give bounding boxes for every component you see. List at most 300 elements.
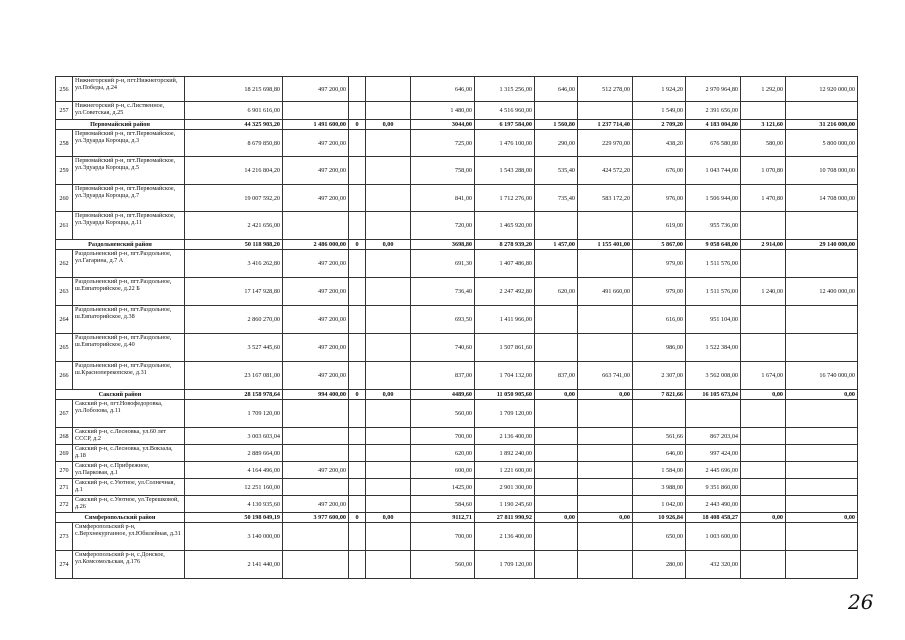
value-cell: 12 251 160,00 (185, 479, 283, 496)
value-cell (786, 445, 858, 462)
value-cell: 7 821,66 (633, 390, 686, 400)
value-cell (366, 250, 411, 278)
value-cell (366, 462, 411, 479)
value-cell: 4 164 496,00 (185, 462, 283, 479)
value-cell: 867 203,04 (686, 428, 741, 445)
district-subtotal-row (56, 513, 858, 523)
value-cell (786, 551, 858, 579)
address-cell: Нижнегорский р-н, с.Лиственное, ул.Советская, д.25 (73, 102, 185, 120)
value-cell: 955 736,00 (686, 212, 741, 240)
table-row (56, 185, 858, 212)
value-cell: 994 400,00 (283, 390, 349, 400)
value-cell: 497 200,00 (283, 130, 349, 157)
value-cell (786, 496, 858, 513)
value-cell: 584,60 (411, 496, 475, 513)
value-cell (283, 551, 349, 579)
value-cell: 2 141 440,00 (185, 551, 283, 579)
value-cell: 2 901 300,00 (475, 479, 535, 496)
value-cell: 837,00 (535, 362, 578, 390)
value-cell (366, 523, 411, 551)
value-cell (349, 551, 366, 579)
value-cell: 28 158 978,64 (185, 390, 283, 400)
value-cell (349, 157, 366, 185)
value-cell (578, 496, 633, 513)
value-cell (535, 334, 578, 362)
value-cell: 663 741,00 (578, 362, 633, 390)
value-cell (366, 185, 411, 212)
address-cell: Нижнегорский р-н, пгт.Нижнегорский, ул.Победы, д.24 (73, 77, 185, 102)
value-cell: 693,50 (411, 306, 475, 334)
value-cell (786, 212, 858, 240)
value-cell: 12 920 000,00 (786, 77, 858, 102)
value-cell: 1 457,00 (535, 240, 578, 250)
value-cell: 740,60 (411, 334, 475, 362)
value-cell: 1 511 576,00 (686, 278, 741, 306)
value-cell (349, 496, 366, 513)
value-cell: 497 200,00 (283, 278, 349, 306)
value-cell: 50 118 988,20 (185, 240, 283, 250)
value-cell: 1 892 240,00 (475, 445, 535, 462)
table-row (56, 157, 858, 185)
row-number: 272 (56, 496, 73, 513)
value-cell: 979,00 (633, 250, 686, 278)
row-number: 266 (56, 362, 73, 390)
value-cell: 438,20 (633, 130, 686, 157)
address-cell: Сакский р-н, с.Прибрежное, ул.Парковая, д.1 (73, 462, 185, 479)
address-cell: Первомайский р-н, пгт.Первомайское, ул.Эдуарда Короцца, д.5 (73, 157, 185, 185)
value-cell (578, 250, 633, 278)
value-cell: 1 043 744,00 (686, 157, 741, 185)
value-cell: 1 070,80 (741, 157, 786, 185)
value-cell: 9 058 648,00 (686, 240, 741, 250)
value-cell (366, 496, 411, 513)
value-cell: 0,00 (366, 120, 411, 130)
value-cell: 290,00 (535, 130, 578, 157)
value-cell (366, 362, 411, 390)
value-cell: 1 407 486,80 (475, 250, 535, 278)
value-cell: 8 278 939,20 (475, 240, 535, 250)
value-cell: 0,00 (786, 390, 858, 400)
value-cell: 600,00 (411, 462, 475, 479)
value-cell: 725,00 (411, 130, 475, 157)
value-cell (786, 306, 858, 334)
value-cell (283, 400, 349, 428)
value-cell: 29 140 000,00 (786, 240, 858, 250)
value-cell (741, 212, 786, 240)
table-row (56, 428, 858, 445)
value-cell (283, 479, 349, 496)
address-cell: Сакский р-н, с.Уютное, ул.Терешковой, д.26 (73, 496, 185, 513)
value-cell: 1 549,00 (633, 102, 686, 120)
value-cell: 2 970 964,80 (686, 77, 741, 102)
address-cell: Симферопольский р-н, с.Донское, ул.Комсомольская, д.176 (73, 551, 185, 579)
value-cell (741, 250, 786, 278)
value-cell: 2 421 656,00 (185, 212, 283, 240)
value-cell (786, 400, 858, 428)
value-cell: 616,00 (633, 306, 686, 334)
value-cell: 0,00 (366, 240, 411, 250)
value-cell: 3044,00 (411, 120, 475, 130)
table-row (56, 130, 858, 157)
table-row (56, 250, 858, 278)
value-cell (349, 479, 366, 496)
row-number: 262 (56, 250, 73, 278)
value-cell (366, 102, 411, 120)
value-cell: 19 007 592,20 (185, 185, 283, 212)
value-cell (535, 479, 578, 496)
value-cell (349, 278, 366, 306)
value-cell (578, 428, 633, 445)
value-cell: 0,00 (786, 513, 858, 523)
value-cell: 620,00 (411, 445, 475, 462)
value-cell: 1 584,00 (633, 462, 686, 479)
value-cell: 18 408 458,27 (686, 513, 741, 523)
value-cell (741, 428, 786, 445)
value-cell (349, 428, 366, 445)
value-cell: 3 003 603,04 (185, 428, 283, 445)
value-cell: 12 400 000,00 (786, 278, 858, 306)
value-cell (366, 157, 411, 185)
value-cell: 2 889 664,00 (185, 445, 283, 462)
value-cell: 2 136 400,00 (475, 523, 535, 551)
value-cell (578, 400, 633, 428)
table-row (56, 306, 858, 334)
value-cell (741, 400, 786, 428)
value-cell: 1 240,00 (741, 278, 786, 306)
value-cell: 23 167 081,00 (185, 362, 283, 390)
address-cell: Раздольненский р-н, пгт.Раздольное, ш.Красноперекопское, д.31 (73, 362, 185, 390)
value-cell (786, 479, 858, 496)
value-cell (366, 77, 411, 102)
row-number: 260 (56, 185, 73, 212)
value-cell (349, 212, 366, 240)
address-cell: Сакский р-н, пгт.Новофедоровка, ул.Лобозова, д.11 (73, 400, 185, 428)
value-cell: 18 215 698,80 (185, 77, 283, 102)
row-number: 273 (56, 523, 73, 551)
value-cell: 1 543 288,00 (475, 157, 535, 185)
value-cell (578, 462, 633, 479)
value-cell: 560,00 (411, 551, 475, 579)
value-cell: 1 712 276,00 (475, 185, 535, 212)
value-cell (535, 523, 578, 551)
address-cell: Первомайский р-н, пгт.Первомайское, ул.Эдуарда Короцца, д.3 (73, 130, 185, 157)
budget-table (55, 76, 858, 579)
value-cell: 1 491 600,00 (283, 120, 349, 130)
value-cell (366, 278, 411, 306)
value-cell: 2 391 656,00 (686, 102, 741, 120)
value-cell (535, 428, 578, 445)
value-cell: 1 709 120,00 (475, 400, 535, 428)
value-cell: 1 506 944,00 (686, 185, 741, 212)
value-cell: 497 200,00 (283, 77, 349, 102)
table-row (56, 102, 858, 120)
table-row (56, 496, 858, 513)
value-cell (578, 102, 633, 120)
value-cell: 0 (349, 240, 366, 250)
value-cell (366, 212, 411, 240)
value-cell (349, 250, 366, 278)
table-row (56, 445, 858, 462)
value-cell: 841,00 (411, 185, 475, 212)
value-cell: 1 237 714,40 (578, 120, 633, 130)
value-cell: 1 507 861,60 (475, 334, 535, 362)
value-cell (786, 334, 858, 362)
value-cell: 31 216 000,00 (786, 120, 858, 130)
value-cell (366, 334, 411, 362)
value-cell (349, 102, 366, 120)
value-cell (786, 523, 858, 551)
value-cell: 229 970,00 (578, 130, 633, 157)
value-cell: 44 325 903,20 (185, 120, 283, 130)
value-cell: 720,00 (411, 212, 475, 240)
value-cell: 16 105 673,04 (686, 390, 741, 400)
value-cell: 1 560,80 (535, 120, 578, 130)
row-number: 263 (56, 278, 73, 306)
value-cell: 50 198 049,19 (185, 513, 283, 523)
value-cell: 1 003 600,00 (686, 523, 741, 551)
value-cell: 676 580,80 (686, 130, 741, 157)
district-name: Раздольненский район (56, 240, 185, 250)
value-cell: 2 860 270,00 (185, 306, 283, 334)
table-row (56, 77, 858, 102)
value-cell (786, 462, 858, 479)
value-cell: 619,00 (633, 212, 686, 240)
value-cell: 491 660,00 (578, 278, 633, 306)
value-cell (535, 462, 578, 479)
value-cell: 10 926,84 (633, 513, 686, 523)
row-number: 267 (56, 400, 73, 428)
value-cell: 2 486 000,00 (283, 240, 349, 250)
value-cell: 0 (349, 390, 366, 400)
value-cell: 3 977 600,00 (283, 513, 349, 523)
value-cell (535, 102, 578, 120)
value-cell (578, 551, 633, 579)
value-cell: 2 136 400,00 (475, 428, 535, 445)
value-cell (366, 551, 411, 579)
value-cell: 1 709 120,00 (475, 551, 535, 579)
value-cell: 4 183 004,80 (686, 120, 741, 130)
table-row (56, 551, 858, 579)
table-row (56, 462, 858, 479)
value-cell: 4 130 935,60 (185, 496, 283, 513)
value-cell (535, 250, 578, 278)
value-cell: 979,00 (633, 278, 686, 306)
address-cell: Раздольненский р-н, пгт.Раздольное, ул.Гагарина, д.7 А (73, 250, 185, 278)
value-cell: 497 200,00 (283, 362, 349, 390)
value-cell (741, 462, 786, 479)
value-cell (578, 479, 633, 496)
row-number: 256 (56, 77, 73, 102)
value-cell (741, 551, 786, 579)
value-cell: 691,30 (411, 250, 475, 278)
page-number: 26 (848, 590, 874, 614)
table-row (56, 212, 858, 240)
table-row (56, 479, 858, 496)
value-cell: 1 511 576,00 (686, 250, 741, 278)
value-cell: 0,00 (741, 513, 786, 523)
value-cell: 646,00 (535, 77, 578, 102)
value-cell (349, 130, 366, 157)
value-cell: 3698,80 (411, 240, 475, 250)
district-name: Первомайский район (56, 120, 185, 130)
value-cell: 951 104,00 (686, 306, 741, 334)
value-cell: 735,40 (535, 185, 578, 212)
value-cell (349, 306, 366, 334)
value-cell: 997 424,00 (686, 445, 741, 462)
value-cell (741, 523, 786, 551)
address-cell: Первомайский р-н, пгт.Первомайское, ул.Эдуарда Короцца, д.11 (73, 212, 185, 240)
address-cell: Сакский р-н, с.Лесновка, ул.Вокзала, д.18 (73, 445, 185, 462)
row-number: 258 (56, 130, 73, 157)
value-cell: 620,00 (535, 278, 578, 306)
value-cell: 497 200,00 (283, 250, 349, 278)
value-cell (535, 496, 578, 513)
address-cell: Раздольненский р-н, пгт.Раздольное, ш.Евпаторийское, д.40 (73, 334, 185, 362)
value-cell: 2 709,20 (633, 120, 686, 130)
address-cell: Первомайский р-н, пгт.Первомайское, ул.Эдуарда Короцца, д.7 (73, 185, 185, 212)
value-cell: 676,00 (633, 157, 686, 185)
value-cell (535, 306, 578, 334)
value-cell (349, 77, 366, 102)
row-number: 265 (56, 334, 73, 362)
value-cell: 0,00 (366, 390, 411, 400)
value-cell: 0,00 (578, 513, 633, 523)
value-cell: 1 480,00 (411, 102, 475, 120)
value-cell (283, 523, 349, 551)
value-cell: 0,00 (535, 513, 578, 523)
value-cell: 0,00 (535, 390, 578, 400)
district-name: Сакский район (56, 390, 185, 400)
value-cell (349, 445, 366, 462)
value-cell: 986,00 (633, 334, 686, 362)
value-cell: 0,00 (366, 513, 411, 523)
row-number: 268 (56, 428, 73, 445)
value-cell: 432 320,00 (686, 551, 741, 579)
district-subtotal-row (56, 240, 858, 250)
row-number: 259 (56, 157, 73, 185)
value-cell (578, 445, 633, 462)
value-cell (366, 445, 411, 462)
value-cell: 27 811 990,92 (475, 513, 535, 523)
value-cell: 1 470,80 (741, 185, 786, 212)
value-cell: 1 411 966,00 (475, 306, 535, 334)
value-cell: 16 740 000,00 (786, 362, 858, 390)
value-cell (349, 185, 366, 212)
value-cell: 1 190 245,60 (475, 496, 535, 513)
value-cell: 1 476 100,00 (475, 130, 535, 157)
value-cell (283, 212, 349, 240)
value-cell: 9 351 860,00 (686, 479, 741, 496)
value-cell: 497 200,00 (283, 496, 349, 513)
value-cell (349, 400, 366, 428)
value-cell (741, 334, 786, 362)
value-cell: 2 247 492,80 (475, 278, 535, 306)
value-cell: 3 988,00 (633, 479, 686, 496)
value-cell (741, 102, 786, 120)
value-cell: 497 200,00 (283, 185, 349, 212)
address-cell: Сакский р-н, с.Уютное, ул.Солнечная, д.1 (73, 479, 185, 496)
value-cell: 583 172,20 (578, 185, 633, 212)
value-cell: 2 914,00 (741, 240, 786, 250)
value-cell (741, 479, 786, 496)
value-cell: 976,00 (633, 185, 686, 212)
value-cell: 6 901 616,00 (185, 102, 283, 120)
value-cell (283, 102, 349, 120)
value-cell: 424 572,20 (578, 157, 633, 185)
value-cell (741, 445, 786, 462)
row-number: 257 (56, 102, 73, 120)
value-cell: 17 147 928,80 (185, 278, 283, 306)
value-cell: 1 924,20 (633, 77, 686, 102)
value-cell (633, 400, 686, 428)
value-cell: 0,00 (741, 390, 786, 400)
row-number: 264 (56, 306, 73, 334)
value-cell: 650,00 (633, 523, 686, 551)
value-cell: 0 (349, 513, 366, 523)
value-cell: 0 (349, 120, 366, 130)
row-number: 261 (56, 212, 73, 240)
value-cell: 646,00 (633, 445, 686, 462)
row-number: 270 (56, 462, 73, 479)
value-cell: 5 867,00 (633, 240, 686, 250)
value-cell: 1 522 384,00 (686, 334, 741, 362)
address-cell: Раздольненский р-н, пгт.Раздольное, ш.Евпаторийское, д.38 (73, 306, 185, 334)
value-cell: 497 200,00 (283, 157, 349, 185)
value-cell: 535,40 (535, 157, 578, 185)
value-cell: 1 704 132,00 (475, 362, 535, 390)
value-cell: 736,40 (411, 278, 475, 306)
value-cell (349, 362, 366, 390)
address-cell: Сакский р-н, с.Лесновка, ул.60 лет СССР, д.2 (73, 428, 185, 445)
value-cell (349, 334, 366, 362)
table-row (56, 334, 858, 362)
value-cell: 280,00 (633, 551, 686, 579)
table-row (56, 362, 858, 390)
value-cell: 1 315 256,00 (475, 77, 535, 102)
address-cell: Симферопольский р-н, с.Верхнекурганное, ул.Юбилейная, д.31 (73, 523, 185, 551)
value-cell: 512 278,00 (578, 77, 633, 102)
value-cell: 5 800 000,00 (786, 130, 858, 157)
value-cell (786, 250, 858, 278)
value-cell: 1 221 600,00 (475, 462, 535, 479)
value-cell: 1 674,00 (741, 362, 786, 390)
value-cell: 646,00 (411, 77, 475, 102)
value-cell (366, 306, 411, 334)
value-cell (366, 479, 411, 496)
value-cell: 3 562 008,00 (686, 362, 741, 390)
value-cell: 700,00 (411, 523, 475, 551)
value-cell: 497 200,00 (283, 334, 349, 362)
address-cell: Раздольненский р-н, пгт.Раздольное, ш.Евпаторийское, д.22 Б (73, 278, 185, 306)
value-cell: 14 708 000,00 (786, 185, 858, 212)
value-cell: 560,00 (411, 400, 475, 428)
value-cell (535, 400, 578, 428)
value-cell: 758,00 (411, 157, 475, 185)
row-number: 271 (56, 479, 73, 496)
value-cell: 9112,71 (411, 513, 475, 523)
table-row (56, 523, 858, 551)
district-name: Симферопольский район (56, 513, 185, 523)
value-cell: 1425,00 (411, 479, 475, 496)
value-cell (741, 306, 786, 334)
value-cell (578, 523, 633, 551)
value-cell: 1 709 120,00 (185, 400, 283, 428)
value-cell: 3 416 262,80 (185, 250, 283, 278)
value-cell (349, 462, 366, 479)
value-cell (535, 445, 578, 462)
district-subtotal-row (56, 390, 858, 400)
value-cell (535, 551, 578, 579)
